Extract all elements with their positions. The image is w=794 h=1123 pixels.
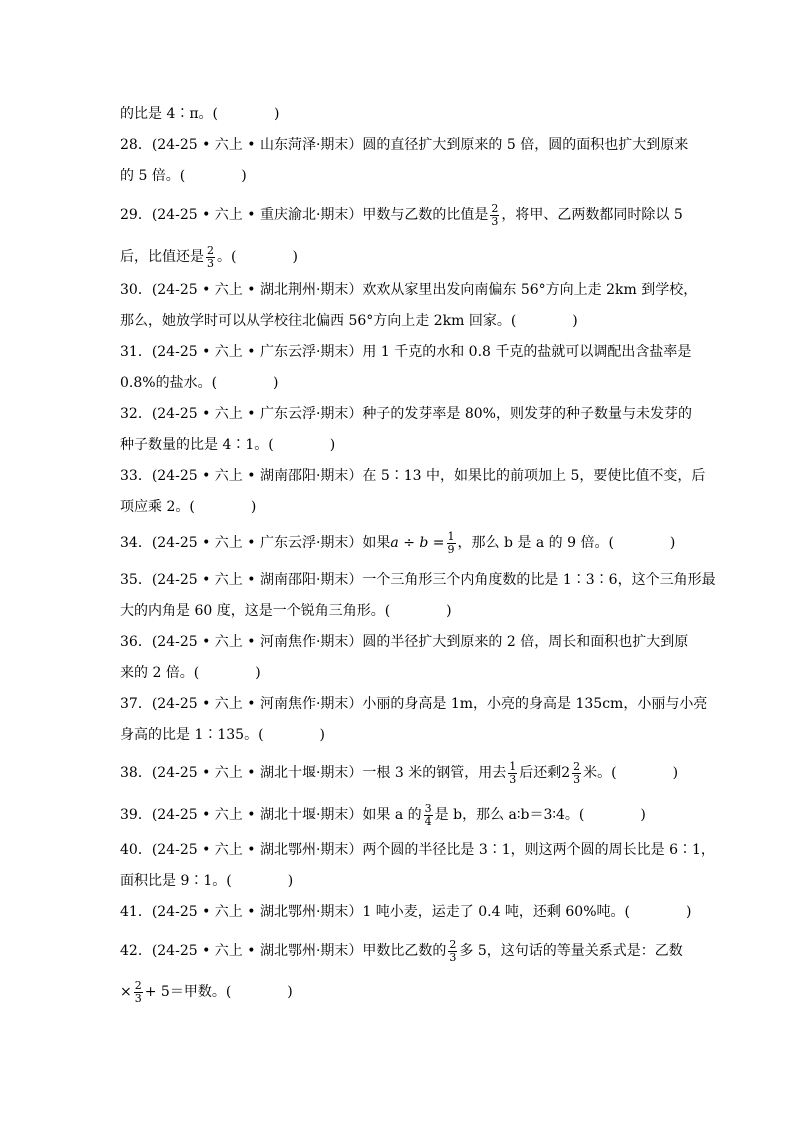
question-32-line1: 32．(24-25 • 六上 • 广东云浮·期末）种子的发芽率是 80%，则发芽的种子数量与未发芽的 (120, 406, 692, 422)
q38-text-mid: 后还剩 (519, 765, 562, 782)
question-31-line1: 31．(24-25 • 六上 • 广东云浮·期末）用 1 千克的水和 0.8 千克的盐就可以调配出含盐率是 (120, 344, 692, 360)
question-38 (120, 761, 684, 785)
question-33-line1: 33．(24-25 • 六上 • 湖南邵阳·期末）在 5∶13 中，如果比的前项加上 5，要使比值不变，后 (120, 468, 706, 484)
question-29-line1 (120, 203, 684, 227)
question-37-line2: 身高的比是 1∶135。( ) (120, 727, 326, 743)
fraction-two-thirds: $\frac{2}{3}$ (491, 202, 499, 228)
question-33-line2: 项应乘 2。( ) (120, 499, 257, 515)
question-29-line2 (120, 245, 684, 269)
q29-text-pre: 29．(24-25 • 六上 • 重庆渝北·期末）甲数与乙数的比值是 (120, 207, 489, 224)
fraction-one-ninth: $\frac{1}{9}$ (447, 530, 455, 556)
q34-text-post: ，那么 b 是 a 的 9 倍。( ) (457, 535, 676, 552)
q29-text2-pre: 后，比值还是 (120, 249, 204, 266)
q42-text-pre: 42．(24-25 • 六上 • 湖北鄂州·期末）甲数比乙数的 (120, 943, 447, 960)
q42-text2-post: + 5＝甲数。( ) (144, 984, 293, 1001)
q42-text-post: 多 5，这句话的等量关系式是：乙数 (459, 943, 683, 960)
fraction-two-thirds: $\frac{2}{3}$ (134, 979, 142, 1005)
question-30-line2: 那么，她放学时可以从学校往北偏西 56°方向上走 2km 回家。( ) (120, 313, 578, 329)
question-36-line1: 36．(24-25 • 六上 • 河南焦作·期末）圆的半径扩大到原来的 2 倍，周长和面积也扩大到原 (120, 634, 689, 650)
fraction-one-third: $\frac{1}{3}$ (509, 760, 517, 786)
q39-text-pre: 39．(24-25 • 六上 • 湖北十堰·期末）如果 a 的 (120, 807, 422, 824)
question-35-line2: 大的内角是 60 度，这是一个锐角三角形。( ) (120, 603, 452, 619)
question-35-line1: 35．(24-25 • 六上 • 湖南邵阳·期末）一个三角形三个内角度数的比是 1∶3∶6，这个三角形最 (120, 572, 716, 588)
question-31-line2: 0.8%的盐水。( ) (120, 375, 279, 391)
question-42-line2 (120, 980, 684, 1004)
q34-text-pre: 34．(24-25 • 六上 • 广东云浮·期末）如果 (120, 535, 391, 552)
mixed-number-whole: 2 (561, 765, 571, 782)
fraction-two-thirds: $\frac{2}{3}$ (207, 244, 214, 270)
fraction-three-quarters: $\frac{3}{4}$ (424, 802, 432, 828)
q39-text-post: 是 b，那么 a∶b＝3∶4。( ) (434, 807, 646, 824)
q38-text-pre: 38．(24-25 • 六上 • 湖北十堰·期末）一根 3 米的钢管，用去 (120, 765, 507, 782)
q29-text-post: ，将甲、乙两数都同时除以 5 (501, 207, 683, 224)
question-42-line1 (120, 939, 684, 963)
question-36-line2: 来的 2 倍。( ) (120, 665, 261, 681)
question-39 (120, 803, 684, 827)
fraction-two-thirds: $\frac{2}{3}$ (449, 938, 457, 964)
q34-equation: a ÷ b = (390, 535, 445, 552)
q42-text2-pre: × (120, 984, 132, 1001)
question-41: 41．(24-25 • 六上 • 湖北鄂州·期末）1 吨小麦，运走了 0.4 吨，还剩 60%吨。( ) (120, 904, 692, 920)
q29-text2-post: 。( ) (217, 249, 298, 266)
q38-text-post: 米。( ) (583, 765, 679, 782)
question-28-line1: 28．(24-25 • 六上 • 山东菏泽·期末）圆的直径扩大到原来的 5 倍，圆的面积也扩大到原来 (120, 137, 689, 153)
question-40-line1: 40．(24-25 • 六上 • 湖北鄂州·期末）两个圆的半径比是 3∶1，则这两个圆的周长比是 6∶1， (120, 842, 715, 858)
question-40-line2: 面积比是 9∶1。( ) (120, 873, 294, 889)
question-28-line2: 的 5 倍。( ) (120, 168, 247, 184)
question-32-line2: 种子数量的比是 4∶1。( ) (120, 437, 336, 453)
fraction-two-thirds: $\frac{2}{3}$ (573, 760, 581, 786)
question-34 (120, 531, 684, 555)
question-30-line1: 30．(24-25 • 六上 • 湖北荆州·期末）欢欢从家里出发向南偏东 56°方向上走 2km 到学校， (120, 282, 698, 298)
line-q27-tail: 的比是 4∶π。( ) (120, 106, 280, 122)
question-37-line1: 37．(24-25 • 六上 • 河南焦作·期末）小丽的身高是 1m，小亮的身高是 135cm，小丽与小亮 (120, 696, 708, 712)
